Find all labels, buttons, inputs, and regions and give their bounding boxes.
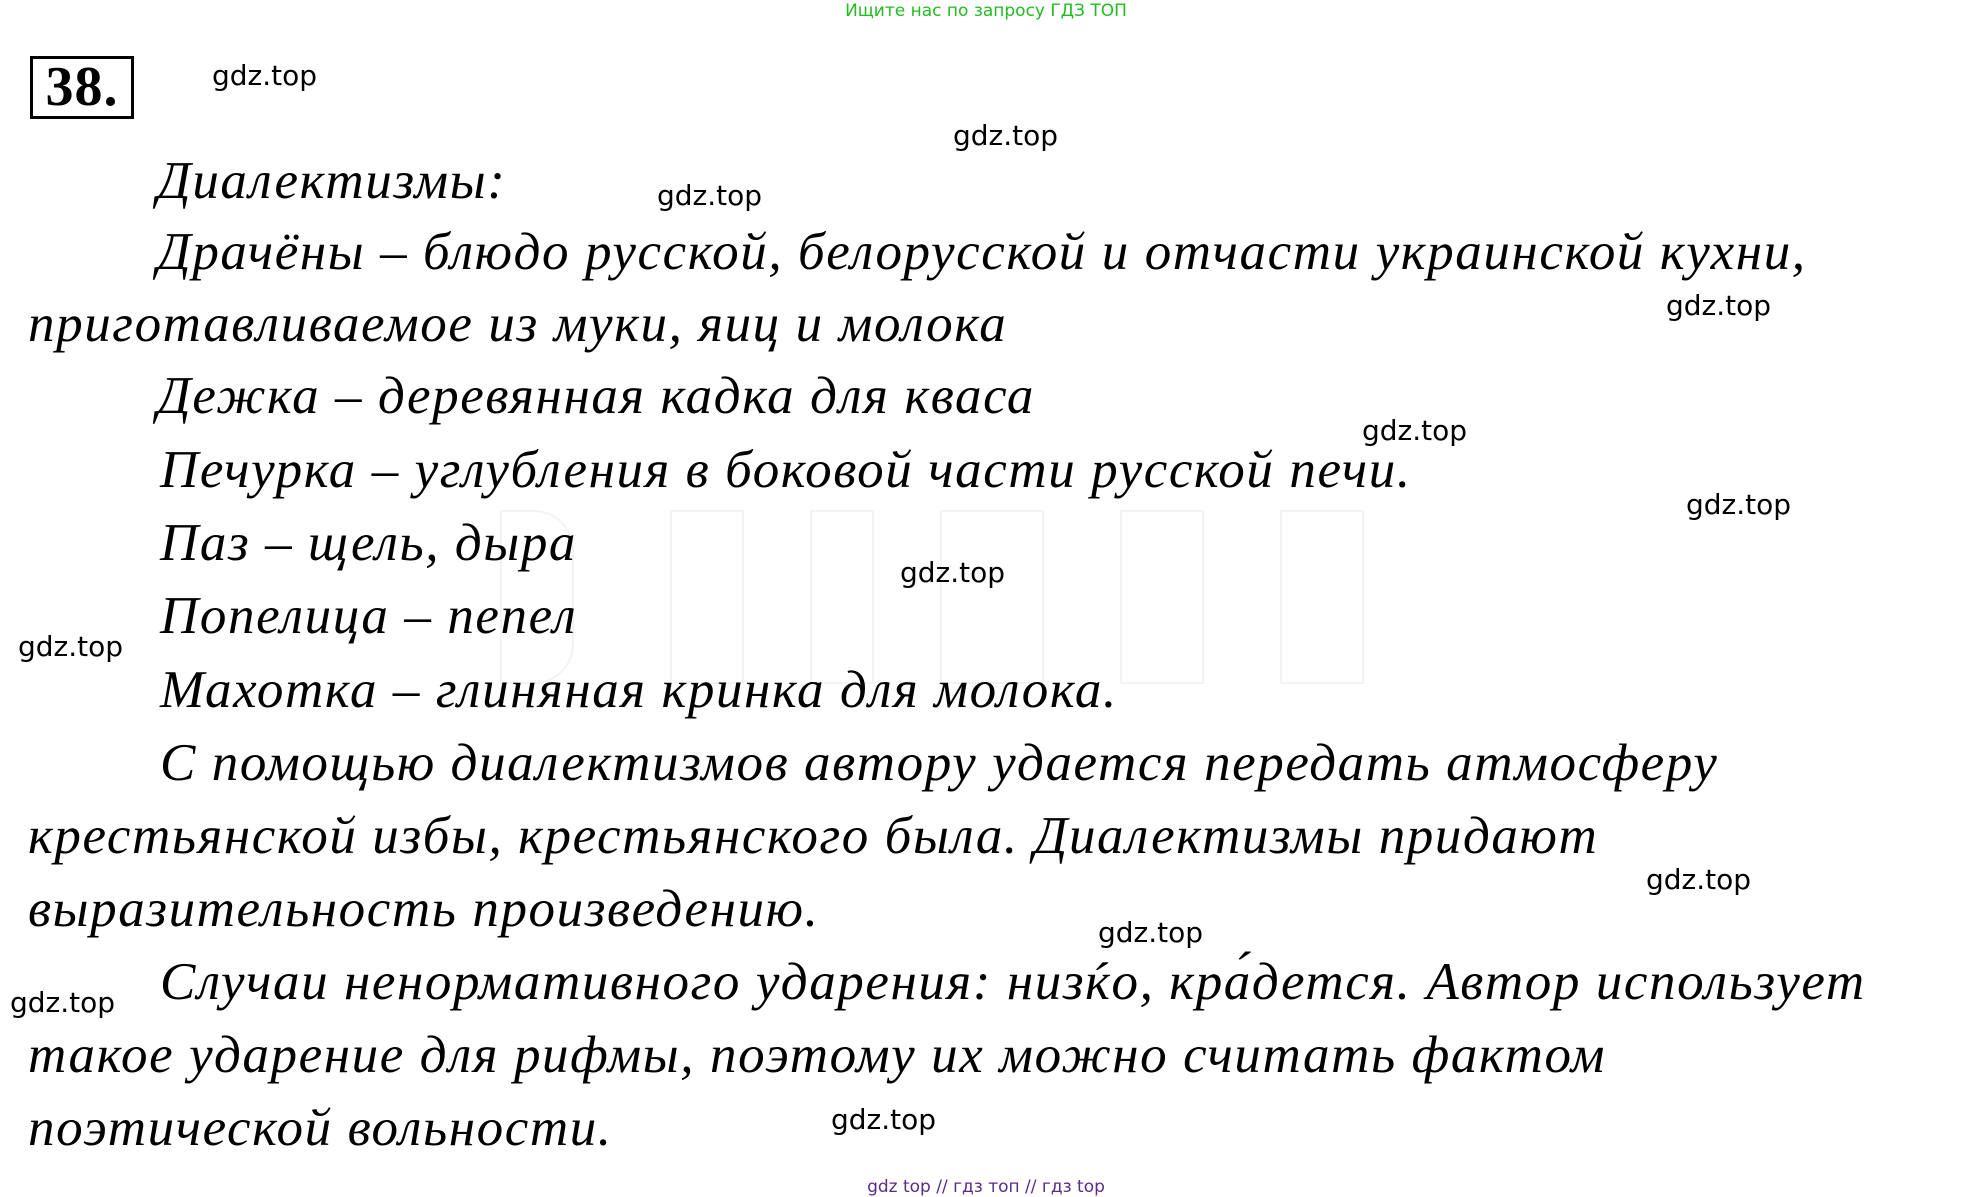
exercise-number: 38. bbox=[30, 56, 134, 119]
watermark: gdz.top bbox=[1686, 488, 1792, 521]
text-line: Попелица – пепел bbox=[160, 587, 578, 645]
watermark: gdz.top bbox=[657, 179, 763, 212]
watermark: gdz.top bbox=[18, 630, 124, 663]
watermark: gdz.top bbox=[212, 59, 318, 92]
text-line: Диалектизмы: bbox=[157, 152, 507, 210]
top-banner: Ищите нас по запросу ГДЗ ТОП bbox=[845, 1, 1127, 21]
watermark: gdz.top bbox=[1098, 916, 1204, 949]
footer-links: gdz top // гдз топ // гдз top bbox=[867, 1177, 1105, 1197]
watermark: gdz.top bbox=[10, 986, 116, 1019]
watermark: gdz.top bbox=[831, 1103, 937, 1136]
text-line: крестьянской избы, крестьянского была. Диалектизмы придают bbox=[28, 807, 1599, 865]
text-line: выразительность произведению. bbox=[28, 880, 820, 938]
text-line: Случаи ненормативного ударения: низќо, кра́дется. Автор использует bbox=[160, 953, 1866, 1011]
watermark: gdz.top bbox=[1362, 414, 1468, 447]
text-line: Махотка – глиняная кринка для молока. bbox=[160, 661, 1118, 719]
text-line: С помощью диалектизмов автору удается передать атмосферу bbox=[160, 734, 1719, 792]
watermark: gdz.top bbox=[953, 119, 1059, 152]
text-line: Паз – щель, дыра bbox=[160, 514, 578, 572]
watermark: gdz.top bbox=[1666, 289, 1772, 322]
watermark: gdz.top bbox=[1646, 863, 1752, 896]
text-line: приготавливаемое из муки, яиц и молока bbox=[28, 295, 1008, 353]
text-line: Печурка – углубления в боковой части русской печи. bbox=[160, 441, 1412, 499]
text-line: поэтической вольности. bbox=[28, 1099, 613, 1157]
text-line: Драчёны – блюдо русской, белорусской и отчасти украинской кухни, bbox=[157, 223, 1807, 281]
text-line: такое ударение для рифмы, поэтому их можно считать фактом bbox=[28, 1026, 1606, 1084]
watermark: gdz.top bbox=[900, 556, 1006, 589]
text-line: Дежка – деревянная кадка для кваса bbox=[157, 367, 1035, 425]
